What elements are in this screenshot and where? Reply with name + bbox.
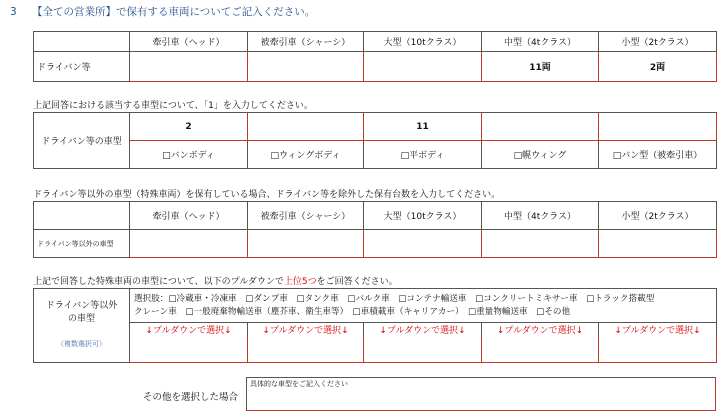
row-label-line1: ドライバン等以外 <box>45 301 118 311</box>
vehicle-count-table <box>33 31 717 82</box>
table3-corner <box>34 202 130 230</box>
special-type-table <box>33 288 717 363</box>
special-trailer-input[interactable] <box>248 230 364 258</box>
pulldown-3-value[interactable] <box>364 337 482 363</box>
multi-select-note: （複数選択可） <box>57 340 106 348</box>
option-van-trailer: □バン型（被牽引車） <box>599 141 717 169</box>
row-label-dryvan-type: ドライバン等の車型 <box>34 113 130 169</box>
option-van-body: □バンボディ <box>130 141 248 169</box>
note-top5 <box>33 274 398 287</box>
table1-corner <box>34 32 130 52</box>
type-wing-input[interactable] <box>248 113 364 141</box>
pulldown-2-value[interactable] <box>248 337 364 363</box>
pulldown-1-value[interactable] <box>130 337 248 363</box>
row-label-special: ドライバン等以外の車型 <box>34 230 130 258</box>
header-trailer: 被牽引車（シャーシ） <box>248 202 364 230</box>
option-flat-body: □平ボディ <box>364 141 482 169</box>
type-flat-input[interactable]: 11 <box>364 113 482 141</box>
header-small: 小型（2tクラス） <box>599 202 717 230</box>
header-trailer: 被牽引車（シャーシ） <box>248 32 364 52</box>
dryvan-medium-input[interactable]: 11両 <box>482 52 599 82</box>
row-label-dryvan: ドライバン等 <box>34 52 130 82</box>
type-van-input[interactable]: 2 <box>130 113 248 141</box>
header-large: 大型（10tクラス） <box>364 32 482 52</box>
special-medium-input[interactable] <box>482 230 599 258</box>
other-label: その他を選択した場合 <box>143 392 239 403</box>
note-top5-prefix: 上記で回答した特殊車両の車型について、以下のプルダウンで <box>33 277 284 287</box>
pulldown-2[interactable]: ↓プルダウンで選択↓ <box>248 323 364 337</box>
type-tarp-wing-input[interactable] <box>482 113 599 141</box>
other-input-placeholder: 具体的な車型をご記入ください <box>250 380 348 388</box>
note-top5-suffix: をご回答ください。 <box>316 277 398 287</box>
special-vehicle-count-table <box>33 201 717 258</box>
header-small: 小型（2tクラス） <box>599 32 717 52</box>
other-input[interactable] <box>246 377 716 411</box>
option-wing-body: □ウィングボディ <box>248 141 364 169</box>
select-options-cell <box>130 289 717 323</box>
pulldown-3[interactable]: ↓プルダウンで選択↓ <box>364 323 482 337</box>
select-options-line1: 選択肢：□冷蔵車・冷凍車 □ダンプ車 □タンク車 □バルク車 □コンテナ輸送車 □コンクリートミキサー車 □トラック搭載型 <box>134 293 655 304</box>
header-medium: 中型（4tクラス） <box>482 202 599 230</box>
special-small-input[interactable] <box>599 230 717 258</box>
row-label-line2: の車型 <box>67 314 95 324</box>
pulldown-1[interactable]: ↓プルダウンで選択↓ <box>130 323 248 337</box>
pulldown-5-value[interactable] <box>599 337 717 363</box>
header-tractor: 牽引車（ヘッド） <box>130 202 248 230</box>
type-van-trailer-input[interactable] <box>599 113 717 141</box>
select-options-line2: クレーン車 □一般廃棄物輸送車（塵芥車、衛生車等） □車積載車（キャリアカー） □重量物輸送車 □その他 <box>134 306 571 317</box>
option-tarp-wing: □幌ウィング <box>482 141 599 169</box>
dryvan-small-input[interactable]: 2両 <box>599 52 717 82</box>
dryvan-type-table <box>33 112 717 169</box>
row-label-special-type <box>34 289 130 363</box>
pulldown-4[interactable]: ↓プルダウンで選択↓ <box>482 323 599 337</box>
special-large-input[interactable] <box>364 230 482 258</box>
pulldown-5[interactable]: ↓プルダウンで選択↓ <box>599 323 717 337</box>
pulldown-4-value[interactable] <box>482 337 599 363</box>
header-medium: 中型（4tクラス） <box>482 32 599 52</box>
dryvan-trailer-input[interactable] <box>248 52 364 82</box>
section-number: 3 <box>10 6 17 18</box>
header-large: 大型（10tクラス） <box>364 202 482 230</box>
note-vehicle-type: 上記回答における該当する車型について、「1」を入力してください。 <box>33 101 313 111</box>
header-tractor: 牽引車（ヘッド） <box>130 32 248 52</box>
section-title <box>10 4 315 19</box>
note-top5-highlight: 上位5つ <box>283 277 317 287</box>
section-title-text: 【全ての営業所】で保有する車両についてご記入ください。 <box>32 6 316 18</box>
note-special-vehicles: ドライバン等以外の車型（特殊車両）を保有している場合、ドライバン等を除外した保有台数を入力してください。 <box>33 190 501 200</box>
dryvan-tractor-input[interactable] <box>130 52 248 82</box>
special-tractor-input[interactable] <box>130 230 248 258</box>
dryvan-large-input[interactable] <box>364 52 482 82</box>
